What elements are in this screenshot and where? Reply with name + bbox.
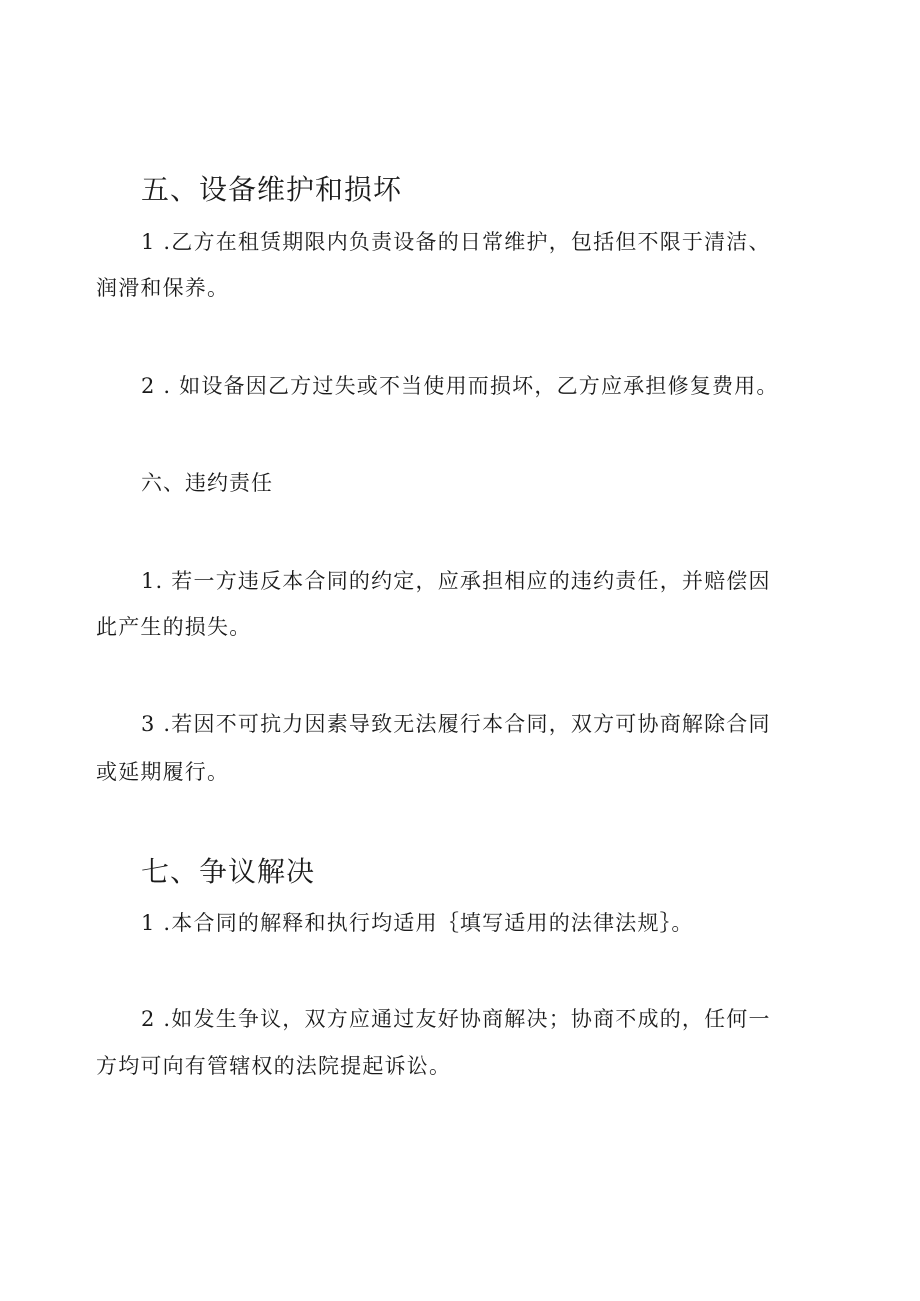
section-seven-item1: 1 .本合同的解释和执行均适用｛填写适用的法律法规｝。 bbox=[141, 911, 694, 935]
section-six-item1-line1: 1. 若一方违反本合同的约定，应承担相应的违约责任，并赔偿因 bbox=[141, 569, 771, 593]
section-five-item2: 2 . 如设备因乙方过失或不当使用而损坏，乙方应承担修复费用。 bbox=[141, 374, 779, 398]
section-six-item3-line2: 或延期履行。 bbox=[96, 760, 230, 784]
section-six-item3-line1: 3 .若因不可抗力因素导致无法履行本合同，双方可协商解除合同 bbox=[141, 712, 771, 736]
section-seven-title: 七、争议解决 bbox=[141, 855, 316, 888]
section-five-item1-line2: 润滑和保养。 bbox=[96, 276, 230, 300]
section-six-item1-line2: 此产生的损失。 bbox=[96, 615, 252, 639]
section-five-item1-line1: 1 .乙方在租赁期限内负责设备的日常维护，包括但不限于清洁、 bbox=[141, 230, 771, 254]
section-five-title: 五、设备维护和损坏 bbox=[141, 173, 403, 206]
section-six-title: 六、违约责任 bbox=[141, 471, 273, 495]
section-seven-item2-line1: 2 .如发生争议，双方应通过友好协商解决；协商不成的，任何一 bbox=[141, 1007, 771, 1031]
section-seven-item2-line2: 方均可向有管辖权的法院提起诉讼。 bbox=[96, 1054, 452, 1078]
